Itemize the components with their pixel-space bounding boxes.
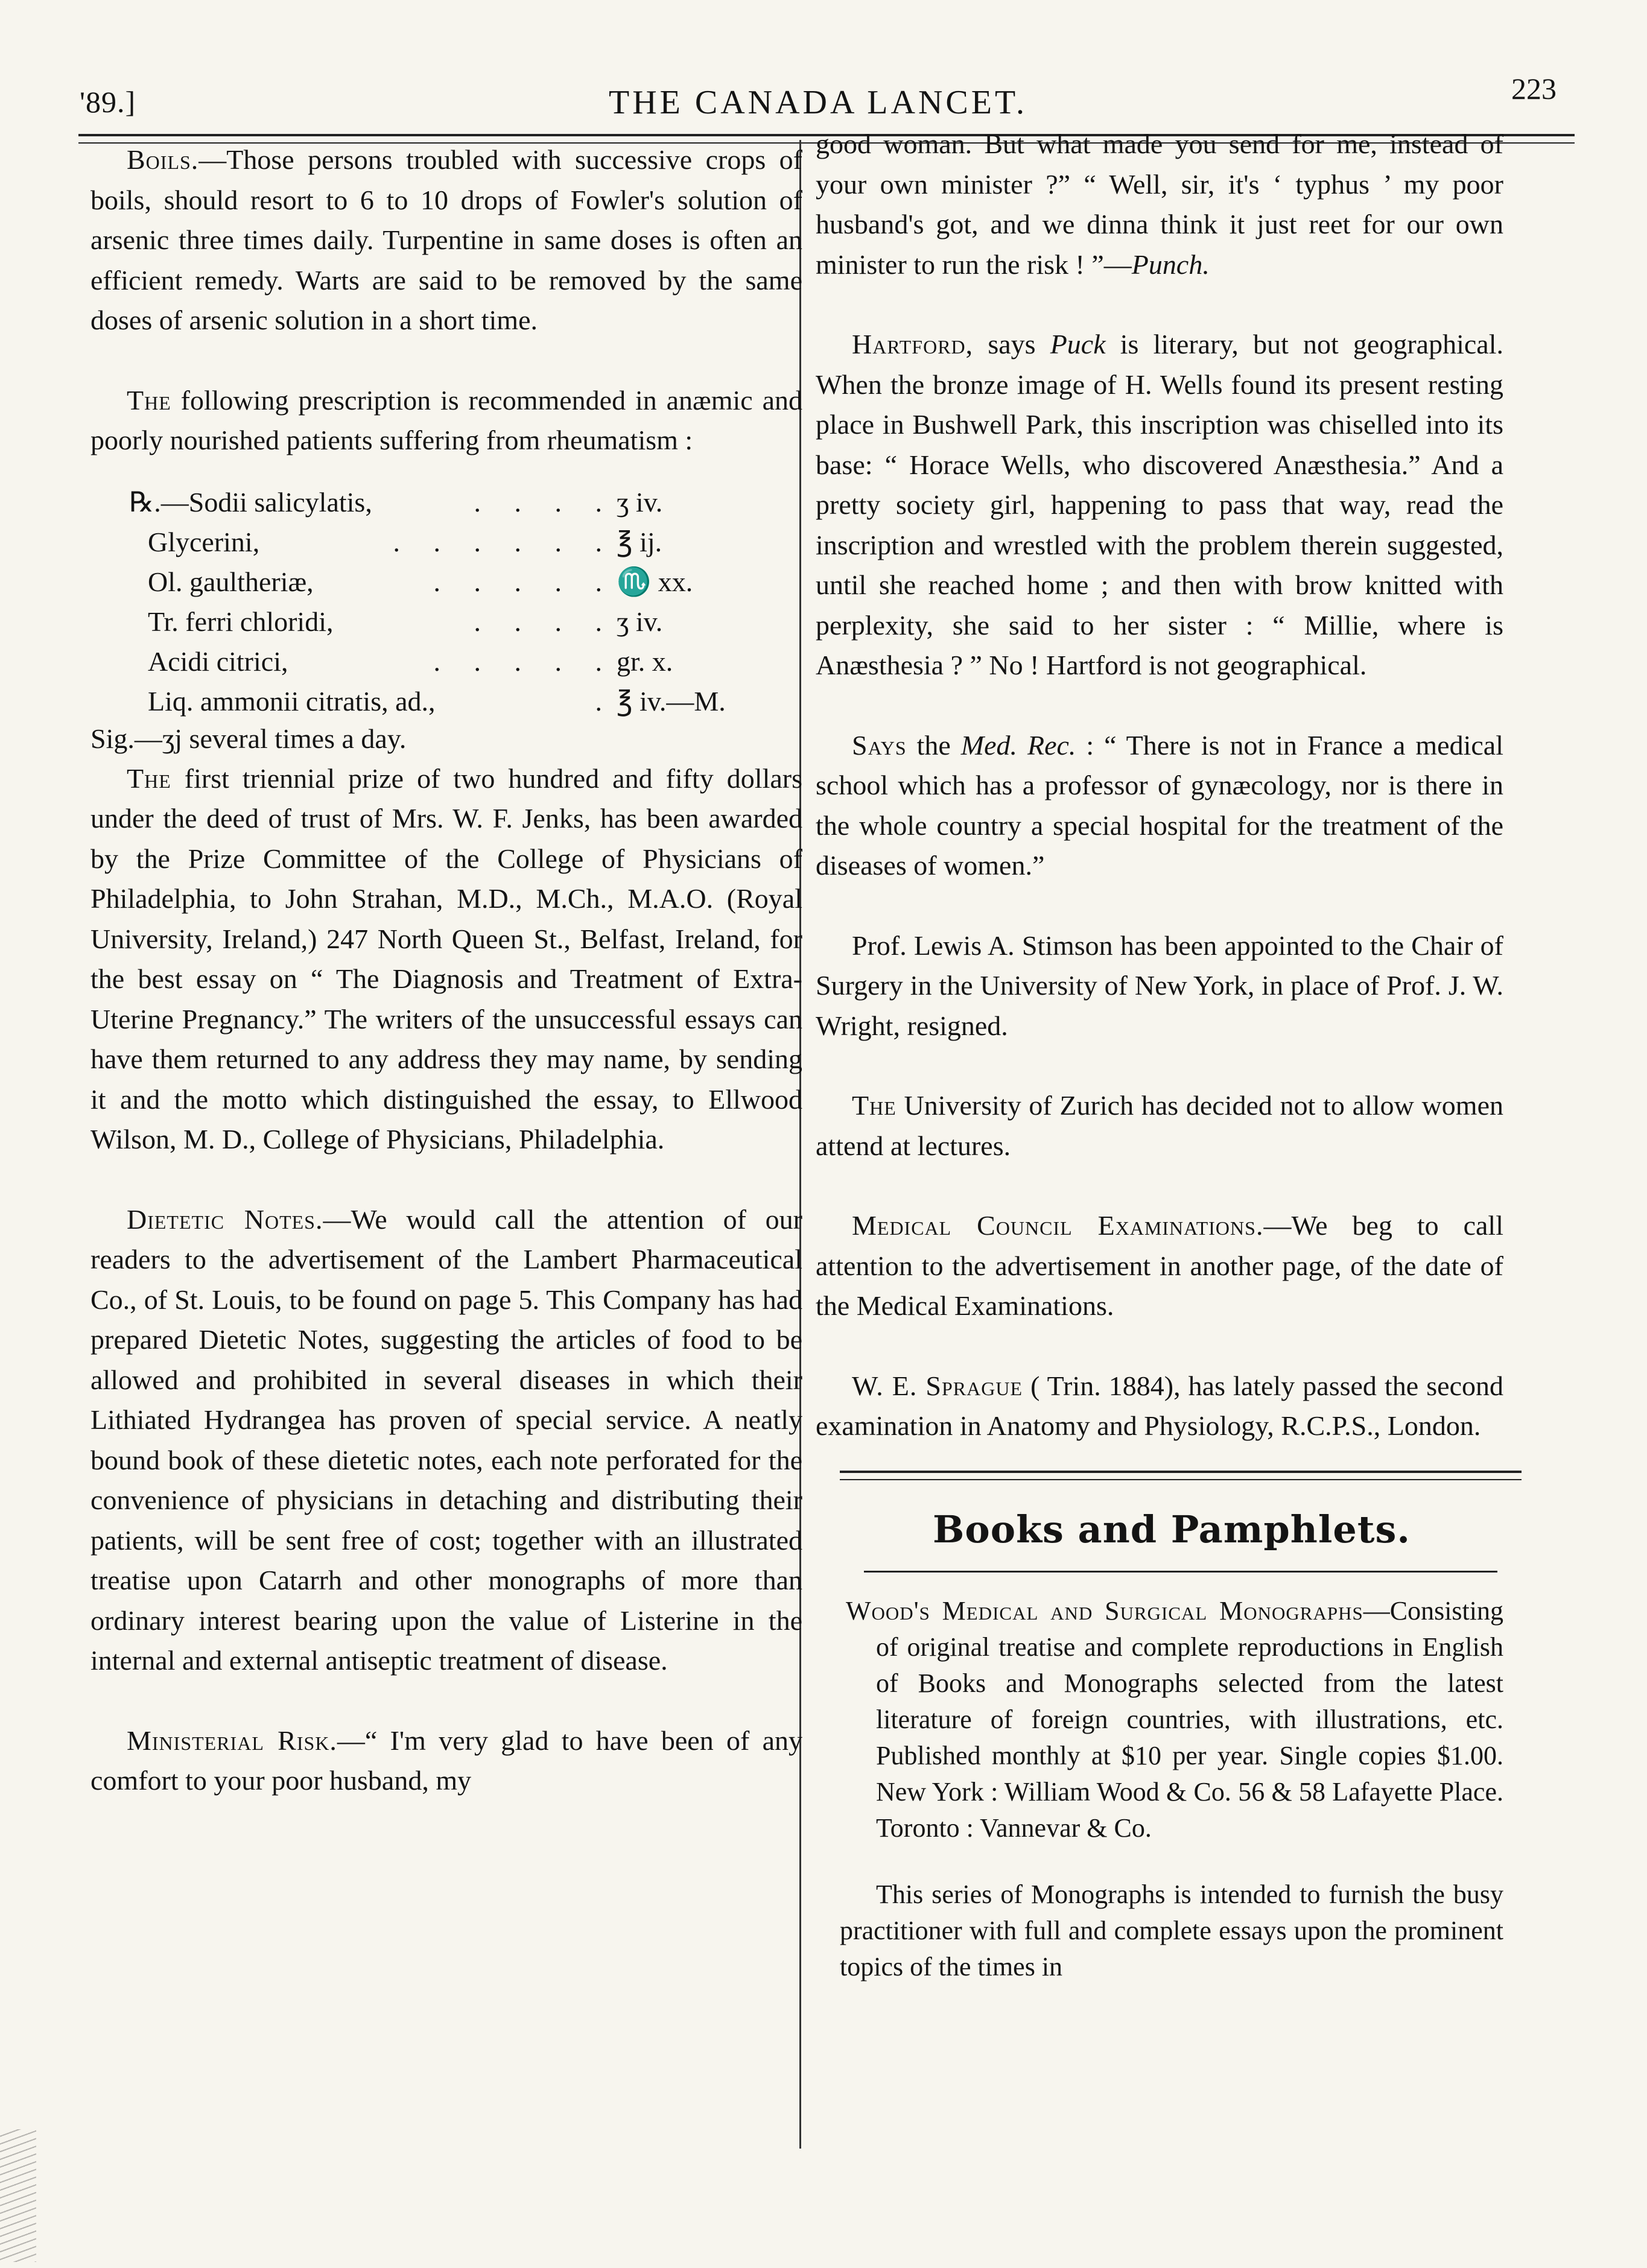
series-paragraph: This series of Monographs is intended to furnish the busy practitioner with full and complete essays upon the prominent topics of the times in [840, 1879, 1503, 1981]
medrec-paragraph [816, 726, 1503, 886]
boils-lead: Boils. [127, 144, 199, 175]
left-column [90, 140, 802, 1801]
rx-leader-dots: . . . . . . [393, 526, 615, 557]
rx-leader-dots: . . . . . [433, 645, 615, 677]
boils-paragraph [90, 140, 802, 341]
rx-leader-dots: . . . . [474, 486, 615, 518]
hartford-text: is literary, but not geographical. When the bronze image of H. Wells found its present resting place in Bushwell Park, this inscription was chiselled into its base: “ Horace Wells, who discovered Anæsthesia.” And a pretty society girl, happening to pass that way, read the inscription and wrestled with the problem therein suggested, until she reached home ; and then with brow knitted with perplexity, she said to her sister : “ Millie, where is Anæsthesia ? ” No ! Hartford is not geographical. [816, 329, 1503, 680]
dietetic-text: —We would call the attention of our readers to the advertisement of the Lambert Pharmaceutical Co., of St. Louis, to be found on page 5. This Company has had prepared Dietetic Notes, suggesting the articles of food to be allowed and prohibited in several diseases in which their Lithiated Hydrangea has proven of special service. A neatly bound book of these dietetic notes, each note perforated for the convenience of physicians in detaching and distributing their patients, will be sent free of cost; together with an illustrated treatise upon Catarrh and other monographs of more than ordinary interest bearing upon the value of Listerine in the internal and external antiseptic treatment of disease. [90, 1203, 802, 1676]
zurich-lead: The [852, 1090, 896, 1121]
hartford-lead: Hartford, [852, 329, 974, 360]
book-entry-text: —Consisting of original treatise and complete reproductions in English of Books and Monographs selected from the latest literature of foreign countries, with illustrations, etc. Published monthly at $10 per year. Single copies $1.00. New York : William Wood & Co. 56 & 58 Lafayette Place. Toronto : Vannevar & Co. [876, 1595, 1503, 1843]
page-number: 223 [1511, 72, 1557, 106]
rx-line [90, 483, 802, 522]
volume-year: '89.] [80, 85, 136, 119]
rx-quantity: ʒ iv. [617, 606, 663, 637]
rx-signa [90, 719, 802, 759]
prescription-lead: The [127, 384, 171, 416]
rx-line [90, 522, 802, 562]
book-entry-title: Wood's Medical and Surgical Monographs [846, 1595, 1363, 1626]
book-entry [816, 1593, 1503, 1846]
rx-leader-dots: . . . . . [433, 566, 615, 597]
medrec-lead: Says [852, 729, 907, 761]
rx-ingredient: Tr. ferri chloridi, [148, 606, 334, 637]
medrec-journal: Med. Rec. [960, 729, 1076, 761]
ministerial-paragraph [90, 1721, 802, 1801]
rx-line [90, 562, 802, 602]
ministerial-text: —“ I'm very glad to have been of any comfort to your poor husband, my [90, 1725, 802, 1796]
rx-ingredient: Glycerini, [148, 526, 260, 557]
dietetic-paragraph [90, 1200, 802, 1681]
medrec-pre: the [906, 729, 961, 761]
ministerial-cont-text: good woman. But what made you send for me, instead of your own minister ?” “ Well, sir, it's ‘ typhus ’ my poor husband's got, and we dinna think it just reet for our own minister to run the risk ! ”— [816, 128, 1503, 280]
dietetic-lead: Dietetic Notes. [127, 1203, 323, 1235]
rx-quantity: ʒ iv. [617, 486, 663, 518]
ministerial-source: Punch. [1131, 249, 1210, 280]
sprague-lead: W. E. Sprague [852, 1370, 1023, 1401]
rx-quantity: ♏ xx. [617, 566, 693, 597]
rx-ingredient: Ol. gaultheriæ, [148, 566, 314, 597]
rx-line [90, 602, 802, 642]
prescription-intro [90, 381, 802, 461]
running-head [80, 71, 1557, 119]
rx-quantity: ℥ ij. [617, 526, 662, 557]
prescription-table [90, 483, 802, 759]
books-section-title: Books and Pamphlets. [932, 1507, 1411, 1551]
rx-line [90, 642, 802, 682]
ministerial-continued [816, 124, 1503, 285]
zurich-paragraph [816, 1086, 1503, 1166]
prize-text: first triennial prize of two hundred and fifty dollars under the deed of trust of Mrs. W. F. Jenks, has been awarded by the Prize Committee of the College of Physicians of Philadelphia, to John Strahan, M.D., M.Ch., M.A.O. (Royal University, Ireland,) 247 North Queen St., Belfast, Ireland, for the best essay on “ The Diagnosis and Treatment of Extra-Uterine Pregnancy.” The writers of the unsuccessful essays can have them returned to any address they may name, by sending it and the motto which distinguished the essay, to Ellwood Wilson, M. D., College of Physicians, Philadelphia. [90, 762, 802, 1155]
medrec-text: : “ There is not in France a medical school which has a professor of gynæcology, nor is there in the whole country a special hospital for the treatment of the diseases of women.” [816, 729, 1503, 881]
sprague-paragraph [816, 1366, 1503, 1446]
hartford-paragraph [816, 325, 1503, 686]
rx-quantity: gr. x. [617, 645, 673, 677]
sprague-text: ( Trin. 1884), has lately passed the second examination in Anatomy and Physiology, R.C.P.S., London. [816, 1370, 1503, 1441]
rx-leader-dots: . . . . [474, 606, 615, 637]
council-paragraph [816, 1206, 1503, 1326]
zurich-text: University of Zurich has decided not to allow women attend at lectures. [816, 1090, 1503, 1161]
rx-ingredient: Acidi citrici, [148, 645, 288, 677]
rx-ingredient: Liq. ammonii citratis, ad., [148, 685, 436, 717]
council-text: —We beg to call attention to the advertisement in another page, of the date of the Medical Examinations. [816, 1210, 1503, 1321]
section-rule-thin [864, 1571, 1497, 1573]
boils-text: —Those persons troubled with successive crops of boils, should resort to 6 to 10 drops of Fowler's solution of arsenic three times daily. Turpentine in same doses is often an efficient remedy. Warts are said to be removed by the same doses of arsenic solution in a short time. [90, 144, 802, 335]
rx-quantity: ℥ iv.—M. [617, 685, 726, 717]
right-column [816, 124, 1503, 1985]
stimson-paragraph: Prof. Lewis A. Stimson has been appointed to the Chair of Surgery in the University of New York, in place of Prof. J. W. Wright, resigned. [816, 930, 1503, 1041]
journal-title: THE CANADA LANCET. [608, 84, 1028, 121]
council-lead: Medical Council Examinations. [852, 1210, 1264, 1241]
rx-leader-dots: . [595, 685, 615, 717]
prescription-text: following prescription is recommended in anæmic and poorly nourished patients suffering from rheumatism : [90, 384, 802, 455]
prize-lead: The [127, 762, 171, 794]
rx-ingredient: ℞.—Sodii salicylatis, [129, 486, 372, 518]
prize-paragraph [90, 759, 802, 1160]
hartford-puck: Puck [1050, 329, 1106, 360]
binding-edge-smudge [0, 2129, 36, 2262]
hartford-pre: says [973, 329, 1050, 360]
rx-line [90, 682, 802, 721]
section-rule [840, 1471, 1522, 1480]
rx-sig-text: Sig.—ʒj several times a day. [90, 723, 407, 754]
ministerial-lead: Ministerial Risk. [127, 1725, 337, 1756]
